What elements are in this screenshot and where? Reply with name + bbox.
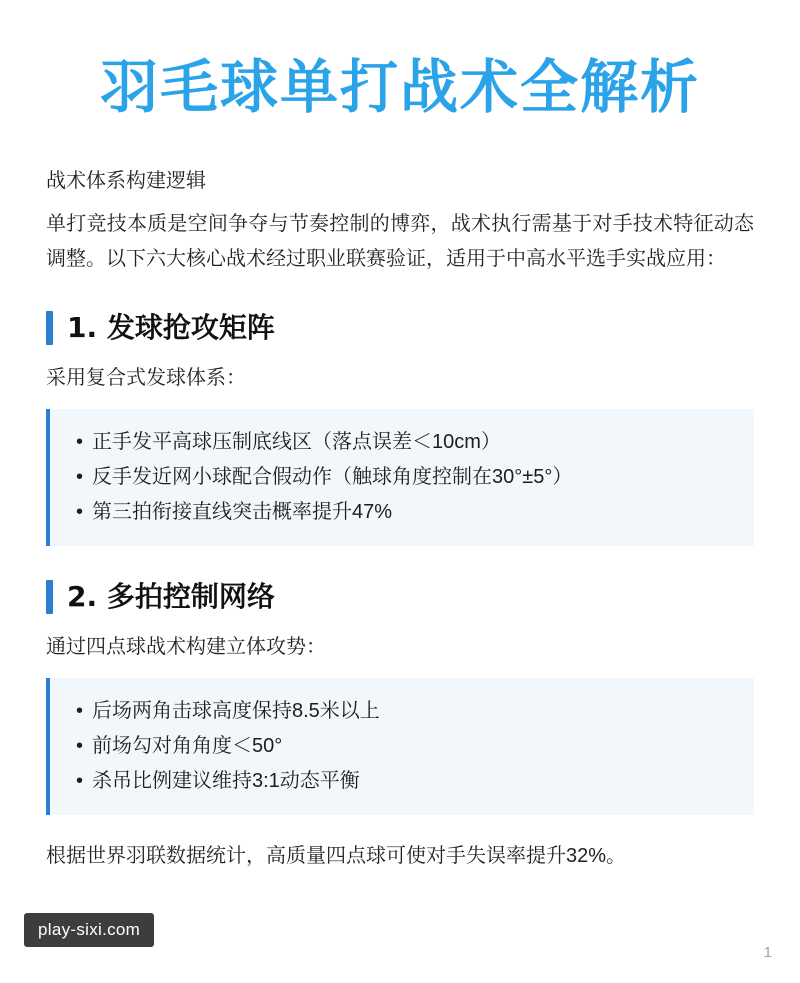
section-heading-2-label: 2. 多拍控制网络 (67, 579, 275, 613)
list-item: • 前场勾对角角度＜50° (72, 729, 736, 764)
section-1-callout (46, 409, 754, 546)
section-2-callout (46, 678, 754, 815)
section-heading-2 (46, 580, 754, 614)
list-item: • 杀吊比例建议维持3:1动态平衡 (72, 764, 736, 799)
page-number: 1 (763, 944, 772, 961)
list-item: • 反手发近网小球配合假动作（触球角度控制在30°±5°） (72, 460, 736, 495)
heading-accent-bar-icon (46, 311, 53, 345)
watermark: play-sixi.com (24, 913, 154, 947)
section-1-note: 采用复合式发球体系： (46, 366, 246, 389)
intro-lead: 战术体系构建逻辑 (46, 169, 206, 192)
list-item: • 第三拍衔接直线突击概率提升47% (72, 495, 736, 530)
section-2-closing: 根据世界羽联数据统计，高质量四点球可使对手失误率提升32%。 (46, 844, 627, 867)
section-heading-1 (46, 311, 754, 345)
page-title: 羽毛球单打战术全解析 (99, 53, 700, 121)
section-heading-1-label: 1. 发球抢攻矩阵 (67, 310, 275, 344)
intro-paragraph: 单打竞技本质是空间争夺与节奏控制的博弈，战术执行需基于对手技术特征动态调整。以下六大核心战术经过职业联赛验证，适用于中高水平选手实战应用： (46, 212, 754, 270)
section-2-bullet-list (72, 694, 736, 799)
list-item: • 正手发平高球压制底线区（落点误差＜10cm） (72, 425, 736, 460)
list-item: • 后场两角击球高度保持8.5米以上 (72, 694, 736, 729)
heading-accent-bar-icon (46, 580, 53, 614)
section-1-bullet-list (72, 425, 736, 530)
section-2-note: 通过四点球战术构建立体攻势： (46, 635, 326, 658)
